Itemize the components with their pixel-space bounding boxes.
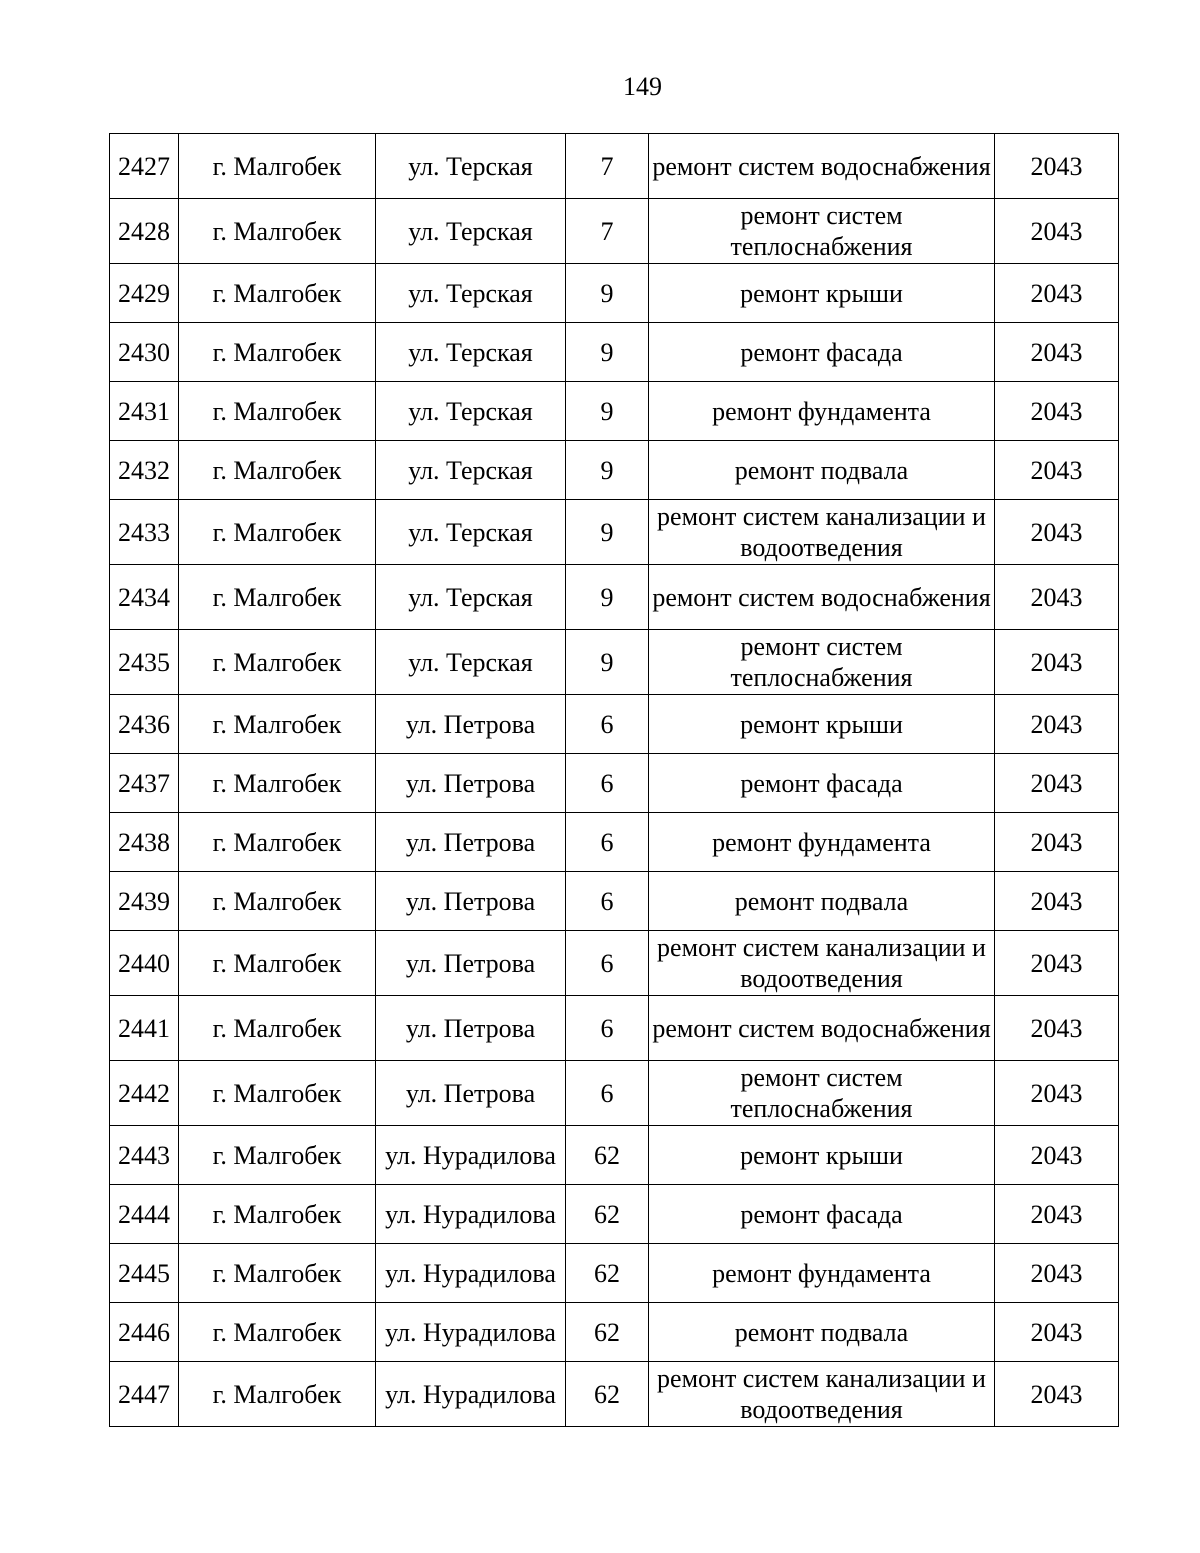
table-row — [110, 441, 1119, 500]
street-cell: ул. Нурадилова — [376, 1362, 566, 1427]
work-type-cell: ремонт фундамента — [649, 382, 995, 441]
table-row — [110, 996, 1119, 1061]
table-row — [110, 754, 1119, 813]
table-row — [110, 1244, 1119, 1303]
year-cell: 2043 — [995, 1126, 1119, 1185]
table-row — [110, 872, 1119, 931]
year-cell: 2043 — [995, 323, 1119, 382]
city-cell: г. Малгобек — [179, 754, 376, 813]
street-cell: ул. Петрова — [376, 1061, 566, 1126]
year-cell: 2043 — [995, 199, 1119, 264]
house-number-cell: 9 — [566, 382, 649, 441]
table-row — [110, 1061, 1119, 1126]
table-row — [110, 1126, 1119, 1185]
house-number-cell: 6 — [566, 996, 649, 1061]
street-cell: ул. Нурадилова — [376, 1185, 566, 1244]
year-cell: 2043 — [995, 813, 1119, 872]
city-cell: г. Малгобек — [179, 872, 376, 931]
work-type-cell: ремонт крыши — [649, 264, 995, 323]
house-number-cell: 9 — [566, 441, 649, 500]
year-cell: 2043 — [995, 134, 1119, 199]
city-cell: г. Малгобек — [179, 264, 376, 323]
repair-schedule-table — [109, 133, 1119, 1427]
house-number-cell: 9 — [566, 565, 649, 630]
row-number-cell: 2445 — [110, 1244, 179, 1303]
work-type-cell: ремонт крыши — [649, 695, 995, 754]
city-cell: г. Малгобек — [179, 134, 376, 199]
street-cell: ул. Терская — [376, 264, 566, 323]
street-cell: ул. Нурадилова — [376, 1244, 566, 1303]
work-type-cell: ремонт систем водоснабжения — [649, 565, 995, 630]
page-number: 149 — [623, 72, 662, 101]
year-cell: 2043 — [995, 996, 1119, 1061]
city-cell: г. Малгобек — [179, 931, 376, 996]
street-cell: ул. Терская — [376, 382, 566, 441]
city-cell: г. Малгобек — [179, 813, 376, 872]
street-cell: ул. Терская — [376, 500, 566, 565]
city-cell: г. Малгобек — [179, 996, 376, 1061]
table-row — [110, 931, 1119, 996]
table-row — [110, 1185, 1119, 1244]
table-row — [110, 500, 1119, 565]
year-cell: 2043 — [995, 500, 1119, 565]
work-type-cell: ремонт фундамента — [649, 1244, 995, 1303]
street-cell: ул. Петрова — [376, 754, 566, 813]
row-number-cell: 2431 — [110, 382, 179, 441]
work-type-cell: ремонт систем канализации и водоотведения — [649, 931, 995, 996]
work-type-cell: ремонт систем водоснабжения — [649, 134, 995, 199]
year-cell: 2043 — [995, 565, 1119, 630]
row-number-cell: 2428 — [110, 199, 179, 264]
street-cell: ул. Терская — [376, 441, 566, 500]
table-row — [110, 565, 1119, 630]
table-row — [110, 695, 1119, 754]
row-number-cell: 2433 — [110, 500, 179, 565]
street-cell: ул. Нурадилова — [376, 1303, 566, 1362]
year-cell: 2043 — [995, 382, 1119, 441]
house-number-cell: 62 — [566, 1362, 649, 1427]
row-number-cell: 2435 — [110, 630, 179, 695]
year-cell: 2043 — [995, 695, 1119, 754]
city-cell: г. Малгобек — [179, 1185, 376, 1244]
city-cell: г. Малгобек — [179, 382, 376, 441]
street-cell: ул. Петрова — [376, 931, 566, 996]
row-number-cell: 2439 — [110, 872, 179, 931]
city-cell: г. Малгобек — [179, 630, 376, 695]
street-cell: ул. Терская — [376, 565, 566, 630]
row-number-cell: 2447 — [110, 1362, 179, 1427]
table-row — [110, 323, 1119, 382]
row-number-cell: 2432 — [110, 441, 179, 500]
city-cell: г. Малгобек — [179, 695, 376, 754]
row-number-cell: 2438 — [110, 813, 179, 872]
table-row — [110, 264, 1119, 323]
house-number-cell: 9 — [566, 500, 649, 565]
city-cell: г. Малгобек — [179, 1303, 376, 1362]
work-type-cell: ремонт фасада — [649, 754, 995, 813]
street-cell: ул. Терская — [376, 134, 566, 199]
work-type-cell: ремонт подвала — [649, 441, 995, 500]
row-number-cell: 2446 — [110, 1303, 179, 1362]
street-cell: ул. Петрова — [376, 996, 566, 1061]
year-cell: 2043 — [995, 630, 1119, 695]
work-type-cell: ремонт систем канализации и водоотведения — [649, 1362, 995, 1427]
row-number-cell: 2437 — [110, 754, 179, 813]
house-number-cell: 6 — [566, 872, 649, 931]
year-cell: 2043 — [995, 1303, 1119, 1362]
year-cell: 2043 — [995, 872, 1119, 931]
year-cell: 2043 — [995, 931, 1119, 996]
work-type-cell: ремонт подвала — [649, 872, 995, 931]
row-number-cell: 2436 — [110, 695, 179, 754]
city-cell: г. Малгобек — [179, 565, 376, 630]
row-number-cell: 2434 — [110, 565, 179, 630]
year-cell: 2043 — [995, 441, 1119, 500]
table-row — [110, 1362, 1119, 1427]
house-number-cell: 9 — [566, 323, 649, 382]
row-number-cell: 2441 — [110, 996, 179, 1061]
house-number-cell: 9 — [566, 264, 649, 323]
street-cell: ул. Терская — [376, 630, 566, 695]
house-number-cell: 7 — [566, 199, 649, 264]
table-row — [110, 382, 1119, 441]
work-type-cell: ремонт систем теплоснабжения — [649, 630, 995, 695]
city-cell: г. Малгобек — [179, 1126, 376, 1185]
work-type-cell: ремонт подвала — [649, 1303, 995, 1362]
city-cell: г. Малгобек — [179, 1244, 376, 1303]
house-number-cell: 6 — [566, 1061, 649, 1126]
table-row — [110, 1303, 1119, 1362]
city-cell: г. Малгобек — [179, 500, 376, 565]
row-number-cell: 2444 — [110, 1185, 179, 1244]
house-number-cell: 6 — [566, 754, 649, 813]
house-number-cell: 6 — [566, 695, 649, 754]
work-type-cell: ремонт фасада — [649, 323, 995, 382]
work-type-cell: ремонт систем водоснабжения — [649, 996, 995, 1061]
city-cell: г. Малгобек — [179, 1362, 376, 1427]
work-type-cell: ремонт фасада — [649, 1185, 995, 1244]
house-number-cell: 62 — [566, 1303, 649, 1362]
city-cell: г. Малгобек — [179, 441, 376, 500]
year-cell: 2043 — [995, 1185, 1119, 1244]
table-row — [110, 813, 1119, 872]
street-cell: ул. Петрова — [376, 813, 566, 872]
year-cell: 2043 — [995, 264, 1119, 323]
house-number-cell: 62 — [566, 1126, 649, 1185]
table-row — [110, 134, 1119, 199]
row-number-cell: 2440 — [110, 931, 179, 996]
year-cell: 2043 — [995, 1061, 1119, 1126]
year-cell: 2043 — [995, 754, 1119, 813]
row-number-cell: 2427 — [110, 134, 179, 199]
work-type-cell: ремонт фундамента — [649, 813, 995, 872]
street-cell: ул. Терская — [376, 199, 566, 264]
table-row — [110, 199, 1119, 264]
row-number-cell: 2443 — [110, 1126, 179, 1185]
house-number-cell: 6 — [566, 931, 649, 996]
house-number-cell: 9 — [566, 630, 649, 695]
row-number-cell: 2442 — [110, 1061, 179, 1126]
row-number-cell: 2430 — [110, 323, 179, 382]
table-row — [110, 630, 1119, 695]
house-number-cell: 62 — [566, 1244, 649, 1303]
city-cell: г. Малгобек — [179, 1061, 376, 1126]
city-cell: г. Малгобек — [179, 199, 376, 264]
street-cell: ул. Петрова — [376, 872, 566, 931]
street-cell: ул. Терская — [376, 323, 566, 382]
work-type-cell: ремонт систем канализации и водоотведения — [649, 500, 995, 565]
house-number-cell: 6 — [566, 813, 649, 872]
street-cell: ул. Нурадилова — [376, 1126, 566, 1185]
work-type-cell: ремонт систем теплоснабжения — [649, 1061, 995, 1126]
work-type-cell: ремонт систем теплоснабжения — [649, 199, 995, 264]
work-type-cell: ремонт крыши — [649, 1126, 995, 1185]
year-cell: 2043 — [995, 1362, 1119, 1427]
row-number-cell: 2429 — [110, 264, 179, 323]
city-cell: г. Малгобек — [179, 323, 376, 382]
year-cell: 2043 — [995, 1244, 1119, 1303]
house-number-cell: 7 — [566, 134, 649, 199]
house-number-cell: 62 — [566, 1185, 649, 1244]
street-cell: ул. Петрова — [376, 695, 566, 754]
